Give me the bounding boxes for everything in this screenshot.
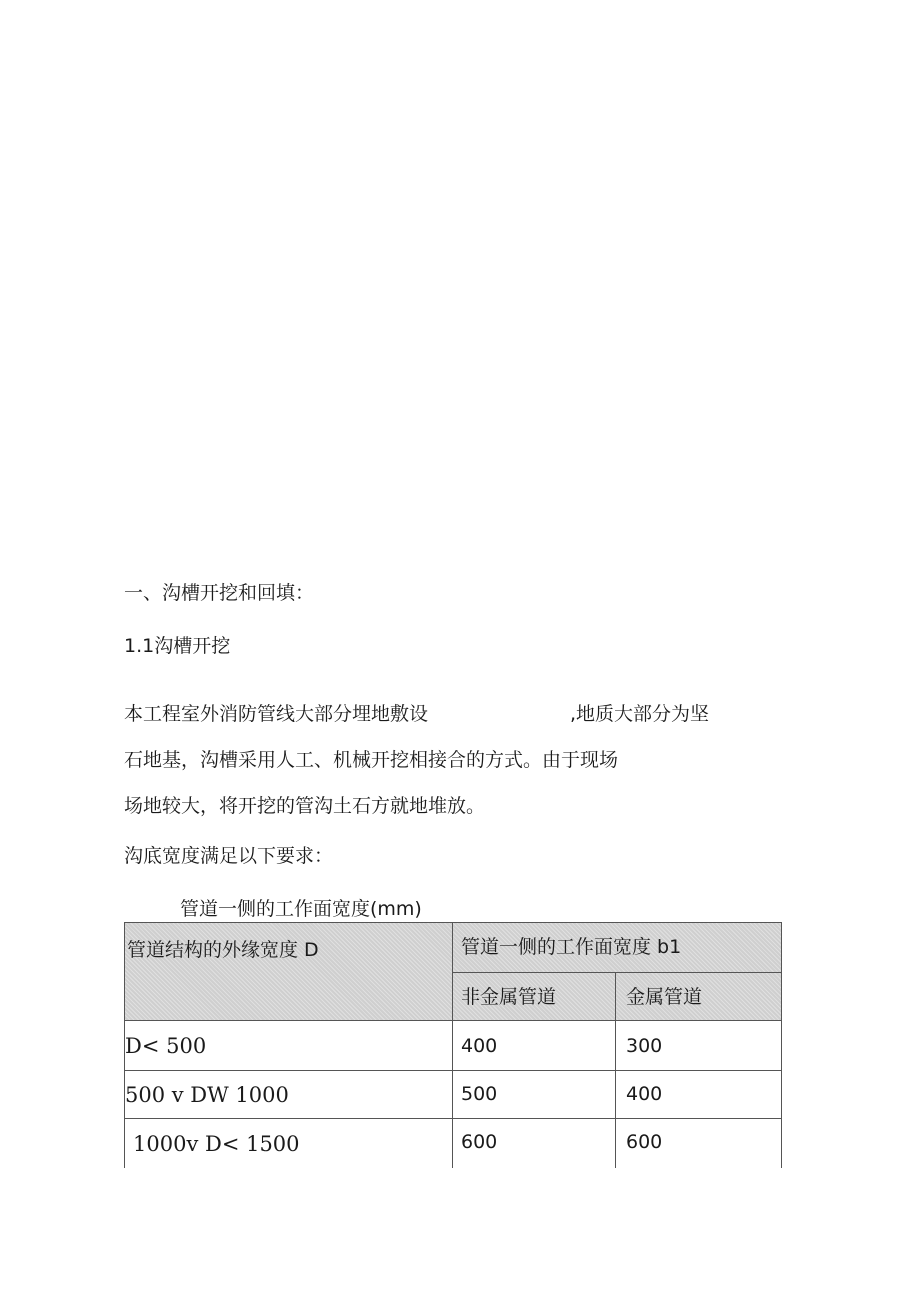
- table-header-work-width: 管道一侧的工作面宽度 b1: [461, 936, 682, 958]
- paragraph-line-2: 石地基，沟槽采用人工、机械开挖相接合的方式。由于现场: [124, 749, 619, 771]
- table-col-divider: [452, 922, 453, 1168]
- table-row-divider: [124, 1118, 782, 1119]
- paragraph-line-1b: ,地质大部分为坚: [570, 703, 710, 725]
- paragraph-line-1a: 本工程室外消防管线大部分埋地敷设: [124, 703, 429, 725]
- section-heading: 一、沟槽开挖和回填：: [124, 582, 315, 604]
- table-caption: 管道一侧的工作面宽度(mm): [180, 898, 422, 920]
- table-header-bottom: [124, 1020, 782, 1021]
- table-header-metal: 金属管道: [626, 986, 703, 1008]
- table-row-divider: [124, 1070, 782, 1071]
- table-border-top: [124, 922, 782, 923]
- table-header-divider: [452, 972, 782, 973]
- table-row-label: D< 500: [125, 1034, 207, 1058]
- table-row-label: 500 v DW 1000: [125, 1083, 289, 1107]
- table-cell-metal: 300: [626, 1035, 663, 1057]
- paragraph-line-4: 沟底宽度满足以下要求：: [124, 845, 334, 867]
- table-col-divider: [615, 972, 616, 1168]
- table-cell-nonmetal: 500: [461, 1083, 498, 1105]
- table-cell-metal: 600: [626, 1131, 663, 1153]
- section-subheading: 1.1沟槽开挖: [124, 635, 231, 657]
- table-cell-nonmetal: 600: [461, 1131, 498, 1153]
- paragraph-line-3: 场地较大，将开挖的管沟土石方就地堆放。: [124, 795, 486, 817]
- table-header-nonmetal: 非金属管道: [461, 986, 557, 1008]
- table-cell-metal: 400: [626, 1083, 663, 1105]
- table-header-outer-width: 管道结构的外缘宽度 D: [127, 939, 319, 961]
- table-border-right: [781, 922, 782, 1168]
- table-row-label: 1000v D< 1500: [133, 1132, 300, 1156]
- table-cell-nonmetal: 400: [461, 1035, 498, 1057]
